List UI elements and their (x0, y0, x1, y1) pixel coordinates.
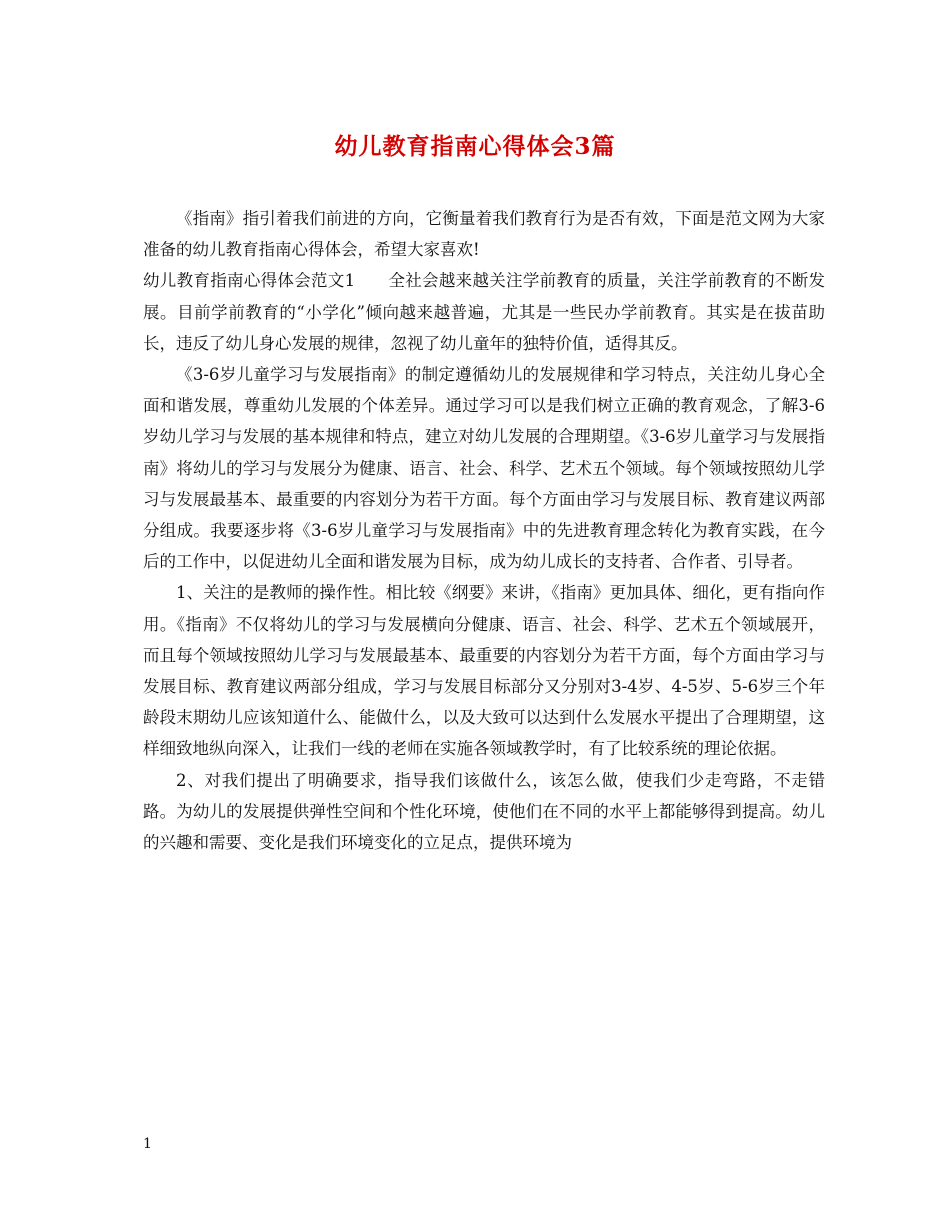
paragraph-point-1: 1、关注的是教师的操作性。相比较《纲要》来讲，《指南》更加具体、细化，更有指向作用。《指南》不仅将幼儿的学习与发展横向分健康、语言、社会、科学、艺术五个领域展开，而且每个领域按照幼儿学习与发展最基本、最重要的内容划分为若干方面，每个方面由学习与发展目标、教育建议两部分组成，学习与发展目标部分又分别对3-4岁、4-5岁、5-6岁三个年龄段末期幼儿应该知道什么、能做什么，以及大致可以达到什么发展水平提出了合理期望，这样细致地纵向深入，让我们一线的老师在实施各领域教学时，有了比较系统的理论依据。 (143, 583, 825, 759)
section1-paragraph (143, 265, 825, 359)
document-body (143, 203, 825, 858)
paragraph-point-2: 2、对我们提出了明确要求，指导我们该做什么，该怎么做，使我们少走弯路，不走错路。为幼儿的发展提供弹性空间和个性化环境，使他们在不同的水平上都能够得到提高。幼儿的兴趣和需要、变化是我们环境变化的立足点，提供环境为 (143, 770, 825, 853)
section1-lead-text: 全社会越来越关注学前教育的质量，关注学前教育的不断发展。目前学前教育的“小学化”倾向越来越普遍，尤其是一些民办学前教育。其实是在拔苗助长，违反了幼儿身心发展的规律，忽视了幼儿童年的独特价值，适得其反。 (143, 271, 826, 353)
page-number: 1 (143, 1136, 152, 1152)
document-title: 幼儿教育指南心得体会3篇 (334, 133, 616, 160)
section1-heading: 幼儿教育指南心得体会范文1 (143, 271, 356, 291)
paragraph-guide-overview: 《3-6岁儿童学习与发展指南》的制定遵循幼儿的发展规律和学习特点，关注幼儿身心全面和谐发展，尊重幼儿发展的个体差异。通过学习可以是我们树立正确的教育观念，了解3-6岁幼儿学习与发展的基本规律和特点，建立对幼儿发展的合理期望。《3-6岁儿童学习与发展指南》将幼儿的学习与发展分为健康、语言、社会、科学、艺术五个领域。每个领域按照幼儿学习与发展最基本、最重要的内容划分为若干方面。每个方面由学习与发展目标、教育建议两部分组成。我要逐步将《3-6岁儿童学习与发展指南》中的先进教育理念转化为教育实践，在今后的工作中，以促进幼儿全面和谐发展为目标，成为幼儿成长的支持者、合作者、引导者。 (143, 365, 825, 572)
intro-paragraph: 《指南》指引着我们前进的方向，它衡量着我们教育行为是否有效，下面是范文网为大家准备的幼儿教育指南心得体会，希望大家喜欢! (143, 209, 825, 260)
